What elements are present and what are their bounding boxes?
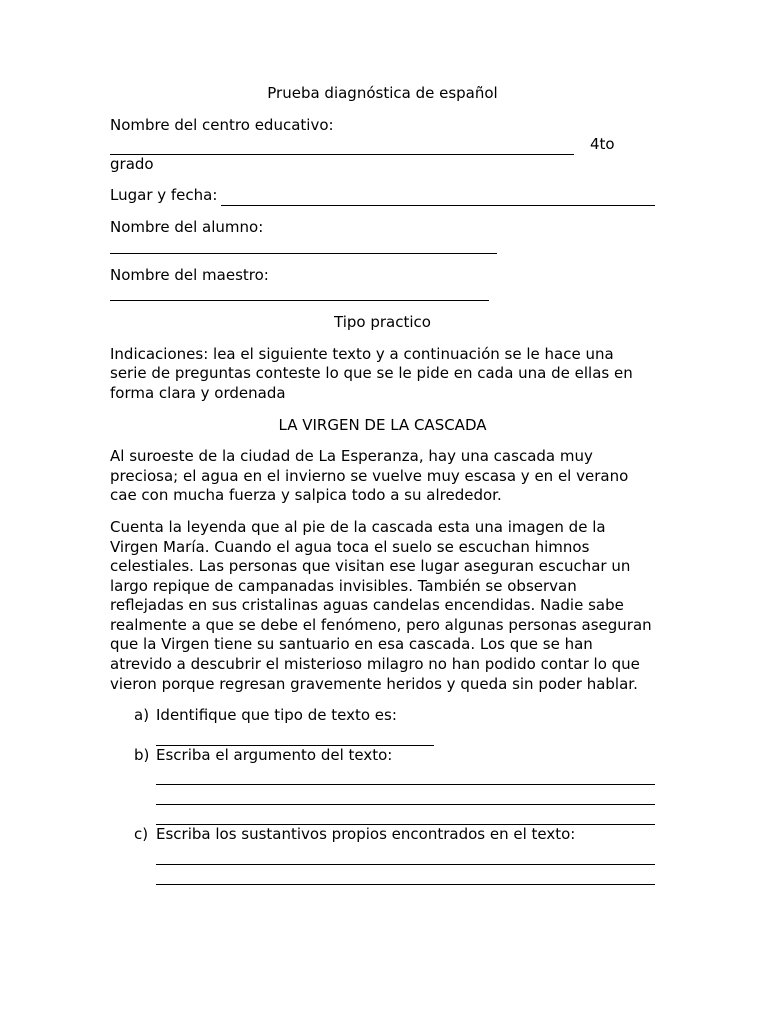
answer-line[interactable] xyxy=(156,845,655,865)
question-text: Escriba el argumento del texto: xyxy=(156,745,393,764)
question-list xyxy=(110,706,655,885)
school-field xyxy=(110,116,655,175)
answer-line[interactable] xyxy=(156,865,655,885)
place-date-blank[interactable] xyxy=(221,190,655,206)
story-title: LA VIRGEN DE LA CASCADA xyxy=(278,415,487,434)
question-a xyxy=(110,706,655,746)
grade-text-1: 4to xyxy=(590,135,615,154)
instructions: Indicaciones: lea el siguiente texto y a continuación se le hace una serie de preguntas conteste lo que se le pide en cada una de ellas en forma clara y ordenada xyxy=(110,344,633,402)
question-c xyxy=(110,825,655,885)
place-date-label: Lugar y fecha: xyxy=(110,186,218,205)
question-text: Escriba los sustantivos propios encontrados en el texto: xyxy=(156,825,576,844)
answer-line[interactable] xyxy=(156,785,655,805)
student-blank[interactable] xyxy=(110,238,497,254)
worksheet-page xyxy=(110,84,655,885)
school-blank[interactable] xyxy=(110,139,574,155)
story-paragraph-1: Al suroeste de la ciudad de La Esperanza, hay una cascada muy preciosa; el agua en el invierno se vuelve muy escasa y en el verano cae con mucha fuerza y salpica todo a su alrededor. xyxy=(110,447,629,505)
teacher-field xyxy=(110,266,655,302)
teacher-blank[interactable] xyxy=(110,285,489,301)
student-field xyxy=(110,218,655,254)
question-text: Identifique que tipo de texto es: xyxy=(156,706,397,725)
question-marker: b) xyxy=(134,745,150,764)
test-type: Tipo practico xyxy=(334,313,431,332)
place-date-field xyxy=(110,186,655,206)
question-b xyxy=(110,746,655,826)
question-marker: c) xyxy=(134,825,149,844)
story-paragraph-2: Cuenta la leyenda que al pie de la cascada esta una imagen de la Virgen María. Cuando el agua toca el suelo se escuchan himnos celestiales. Las personas que visitan ese lugar aseguran escuchar un largo repique de campanadas invisibles. También se observan reflejadas en sus cristalinas aguas candelas encendidas. Nadie sabe realmente a que se debe el fenómeno, pero algunas personas aseguran que la Virgen tiene su santuario en esa cascada. Los que se han atrevido a descubrir el misterioso milagro no han podido contar lo que vieron porque regresan gravemente heridos y queda sin poder hablar. xyxy=(110,517,652,693)
grade-text-2: grado xyxy=(110,154,154,173)
answer-line[interactable] xyxy=(156,765,655,785)
question-marker: a) xyxy=(134,706,150,725)
school-label: Nombre del centro educativo: xyxy=(110,115,334,134)
teacher-label: Nombre del maestro: xyxy=(110,265,269,284)
answer-line[interactable] xyxy=(156,805,655,825)
page-title: Prueba diagnóstica de español xyxy=(267,84,498,102)
answer-line[interactable] xyxy=(156,726,434,746)
student-label: Nombre del alumno: xyxy=(110,217,264,236)
